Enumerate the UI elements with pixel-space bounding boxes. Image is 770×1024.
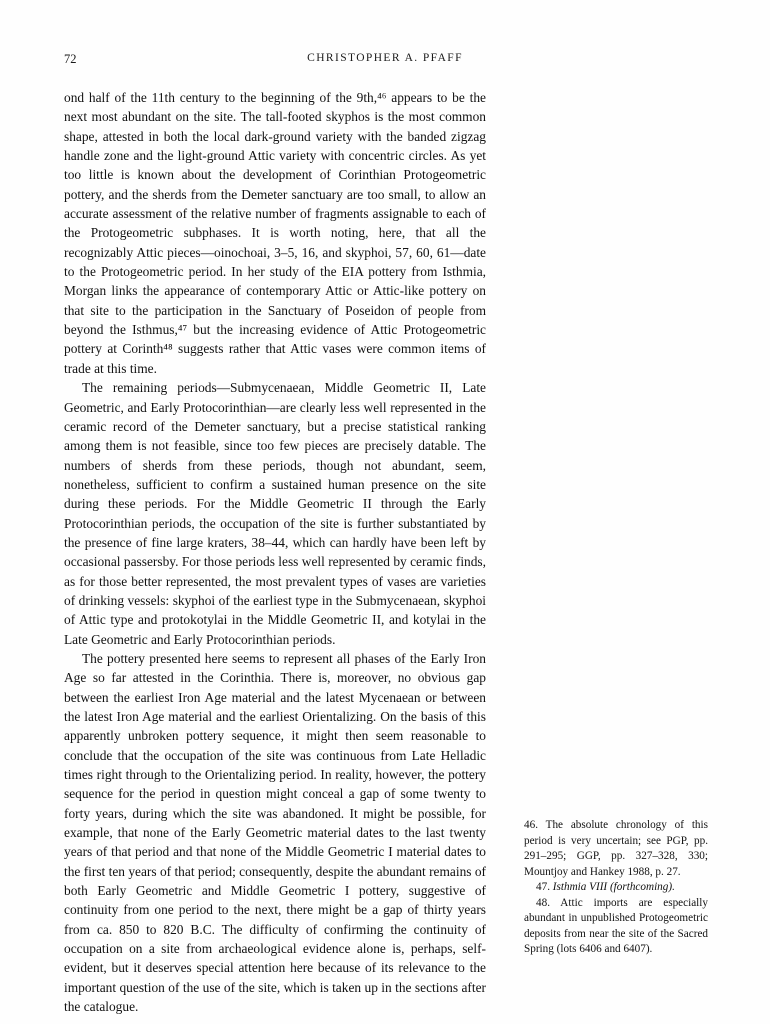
footnote-47 (524, 880, 708, 896)
footnote-46-text: The absolute chronology of this period is very uncertain; see PGP, pp. 291–295; GGP, pp. 327–328, 330; Mountjoy and Hankey 1988, p. 27. (524, 819, 708, 878)
body-paragraph-2: The remaining periods—Submycenaean, Middle Geometric II, Late Geometric, and Early Protocorinthian—are clearly less well represented in the ceramic record of the Demeter sanctuary, but a precise statistical ranking among them is not feasible, since too few pieces are precisely datable. The numbers of sherds from these periods, though not abundant, seem, nonetheless, sufficient to confirm a sustained human presence on the site during these periods. For the Middle Geometric II through the Early Protocorinthian periods, the occupation of the site is further substantiated by the presence of fine large kraters, 38–44, which can hardly have been left by occasional passersby. For those periods less well represented by ceramic finds, as for those better represented, the most prevalent types of vases are varieties of drinking vessels: skyphoi of the earliest type in the Submycenaean, skyphoi of Attic type and protokotylai in the Middle Geometric II, and kotylai in the Late Geometric and Early Protocorinthian periods. (64, 380, 486, 647)
main-text-column (64, 88, 486, 1017)
footnote-48 (524, 896, 708, 958)
footnote-47-text: Isthmia VIII (forthcoming). (552, 881, 675, 893)
footnote-47-number: 47. (536, 881, 550, 893)
body-paragraph-3: The pottery presented here seems to represent all phases of the Early Iron Age so far attested in the Corinthia. There is, moreover, no obvious gap between the earliest Iron Age material and the latest Mycenaean or between the latest Iron Age material and the earliest Orientalizing. On the basis of this apparently unbroken pottery sequence, it might then seem reasonable to conclude that the occupation of the site was continuous from Late Helladic times right through to the Orientalizing period. In reality, however, the pottery sequence for the period in question might conceal a gap of some twenty to forty years, during which the site was abandoned. It might be possible, for example, that none of the Early Geometric material dates to the last twenty years of that period and that none of the Middle Geometric I material dates to the first ten years of that period; consequently, despite the abundant remains of both Early Geometric and Middle Geometric I pottery, suggestive of continuity from one period to the next, there might be a gap of thirty years from ca. 850 to 820 B.C. The difficulty of confirming the continuity of occupation on a site from archaeological evidence alone is, perhaps, self-evident, but it deserves special attention here because of its relevance to the important question of the use of the site, which is taken up in the sections after the catalogue. (64, 650, 486, 1015)
footnote-46-number: 46. (524, 819, 538, 831)
footnotes-column (524, 818, 708, 958)
page-number: 72 (64, 52, 77, 66)
footnote-46 (524, 818, 708, 880)
footnote-48-text: Attic imports are especially abundant in unpublished Protogeometric deposits from near the site of the Sacred Spring (lots 6406 and 6407). (524, 896, 708, 955)
footnote-48-number: 48. (536, 896, 550, 909)
running-head-title: CHRISTOPHER A. PFAFF (307, 52, 463, 64)
running-head (64, 52, 706, 68)
body-paragraph-1: ond half of the 11th century to the beginning of the 9th,⁴⁶ appears to be the next most abundant on the site. The tall-footed skyphos is the most common shape, attested in both the local dark-ground variety with the banded zigzag handle zone and the light-ground Attic variety with concentric circles. As yet too little is known about the development of Corinthian Protogeometric pottery, and the sherds from the Demeter sanctuary are too small, to allow an accurate assessment of the relative number of fragments assignable to each of the Protogeometric subphases. It is worth noting, here, that all the recognizably Attic pieces—oinochoai, 3–5, 16, and skyphoi, 57, 60, 61—date to the Protogeometric period. In her study of the EIA pottery from Isthmia, Morgan links the appearance of contemporary Attic or Attic-like pottery on that site to the participation in the Sanctuary of Poseidon of people from beyond the Isthmus,⁴⁷ but the increasing evidence of Attic Protogeometric pottery at Corinth⁴⁸ suggests rather that Attic vases were common items of trade at this time. (64, 90, 486, 376)
